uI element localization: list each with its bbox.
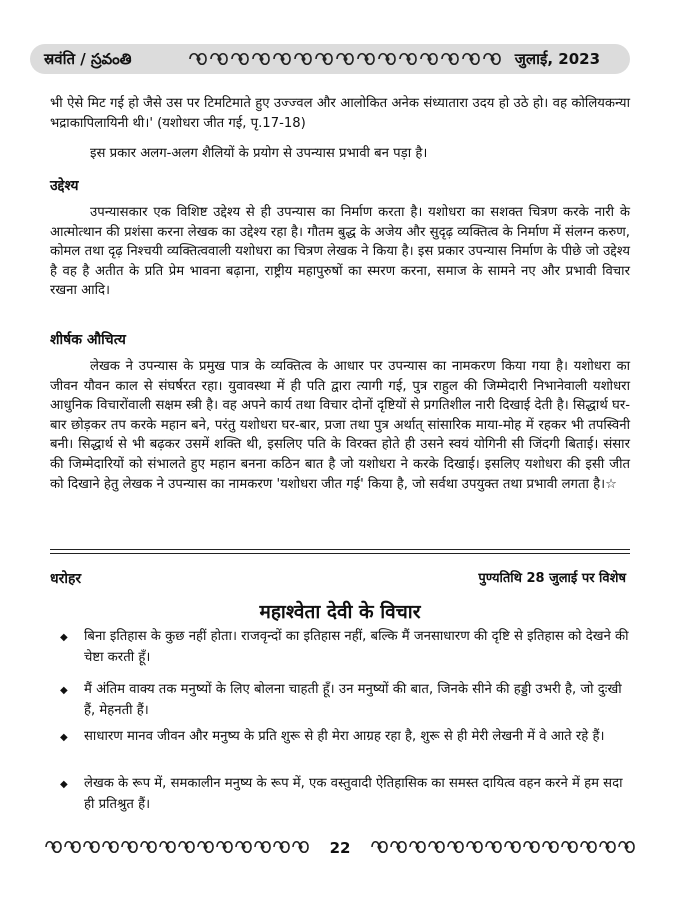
title-paragraph-text: लेखक ने उपन्यास के प्रमुख पात्र के व्यक्तित्व के आधार पर उपन्यास का नामकरण किया गया है। यशोधरा का जीवन यौवन काल से संघर्षरत रहा। युवावस्था में ही पति द्वारा त्यागी गई, पुत्र राहुल की जिम्मेदारी निभानेवाली यशोधरा आधुनिक विचारोंवाली सक्षम स्त्री है। वह अपने कार्य तथा विचार दोनों दृष्टियों से प्रगतिशील नारी दिखाई देती है। सिद्धार्थ घर-बार छोड़कर तप करके महान बने, परंतु यशोधरा घर-बार, प्रजा तथा पुत्र अर्थात् सांसारिक माया-मोह में रहकर भी तपस्विनी बनी। सिद्धार्थ से भी बढ़कर उसमें शक्ति थी, इसलिए पति के विरक्त होते ही उसने स्वयं योगिनी सी जिंदगी बिताई। संसार की जिम्मेदारियों को संभालते हुए महान बनना कठिन बात है जो यशोधरा ने करके दिखाई। इसलिए यशोधरा की इसी जीत को दिखाने हेतु लेखक ने उपन्यास का नामकरण 'यशोधरा जीत गई' किया है, जो सर्वथा उपयुक्त तथा प्रभावी लगता है। — [50, 359, 630, 492]
article-category: धरोहर — [50, 571, 82, 587]
bullet-icon: ◆ — [60, 632, 68, 643]
bullet-icon: ◆ — [60, 685, 68, 696]
quote-item: मैं अंतिम वाक्य तक मनुष्यों के लिए बोलना चाहती हूँ। उन मनुष्यों की बात, जिनके सीने की हड्डी उभरी है, जो दुःखी हैं, मेहनती हैं। — [84, 682, 622, 718]
section-heading-purpose: उद्देश्य — [50, 178, 79, 194]
section-divider — [50, 549, 630, 550]
title-paragraph — [50, 357, 630, 494]
header-ornament — [188, 48, 503, 70]
end-star-icon: ☆ — [605, 476, 617, 492]
bullet-icon: ◆ — [60, 732, 68, 743]
issue-date: जुलाई, 2023 — [514, 50, 600, 68]
article-title: महाश्वेता देवी के विचार — [259, 601, 421, 623]
purpose-paragraph: उपन्यासकार एक विशिष्ट उद्देश्य से ही उपन्यास का निर्माण करता है। यशोधरा का सशक्त चित्रण करके नारी के आत्मोत्थान की प्रशंसा करना लेखक का उद्देश्य रहा है। गौतम बुद्ध के अजेय और सुदृढ़ व्यक्तित्व के निर्माण में संलग्न करुण, कोमल तथा दृढ़ निश्चयी व्यक्तित्ववाली यशोधरा का चित्रण लेखक ने किया है। इस प्रकार उपन्यास निर्माण के पीछे जो उद्देश्य है वह है अतीत के प्रति प्रेम भावना बढ़ाना, राष्ट्रीय महापुरुषों का स्मरण करना, समाज के सामने नए और प्रभावी विचार रखना आदि। — [50, 205, 630, 299]
footer-ornament-left — [44, 836, 310, 858]
continuation-paragraph: भी ऐसे मिट गई हो जैसे उस पर टिमटिमाते हुए उज्ज्वल और आलोकित अनेक संध्यातारा उदय हो उठे हो। वह कोलियकन्या भद्राकापिलायिनी थी।' (यशोधरा जीत गई, पृ.17-18) — [50, 96, 630, 131]
quote-item: साधारण मानव जीवन और मनुष्य के प्रति शुरू से ही मेरा आग्रह रहा है, शुरू से ही मेरी लेखनी में वे आते रहे हैं। — [84, 729, 605, 744]
section-divider-thin — [50, 553, 630, 554]
bullet-icon: ◆ — [60, 779, 68, 790]
footer-ornament-right — [370, 836, 636, 858]
article-occasion: पुण्यतिथि 28 जुलाई पर विशेष — [478, 571, 626, 586]
quote-item: बिना इतिहास के कुछ नहीं होता। राजवृन्दों का इतिहास नहीं, बल्कि मैं जनसाधारण की दृष्टि से इतिहास को देखने की चेष्टा करती हूँ। — [84, 629, 629, 665]
page-number: 22 — [329, 839, 351, 857]
section-heading-title: शीर्षक औचित्य — [50, 332, 126, 348]
quote-item: लेखक के रूप में, समकालीन मनुष्य के रूप में, एक वस्तुवादी ऐतिहासिक का समस्त दायित्व वहन करने में हम सदा ही प्रतिश्रुत हैं। — [84, 776, 623, 812]
summary-paragraph: इस प्रकार अलग-अलग शैलियों के प्रयोग से उपन्यास प्रभावी बन पड़ा है। — [90, 146, 428, 161]
journal-name: स्रवंति / స్రవంతి — [44, 50, 132, 68]
